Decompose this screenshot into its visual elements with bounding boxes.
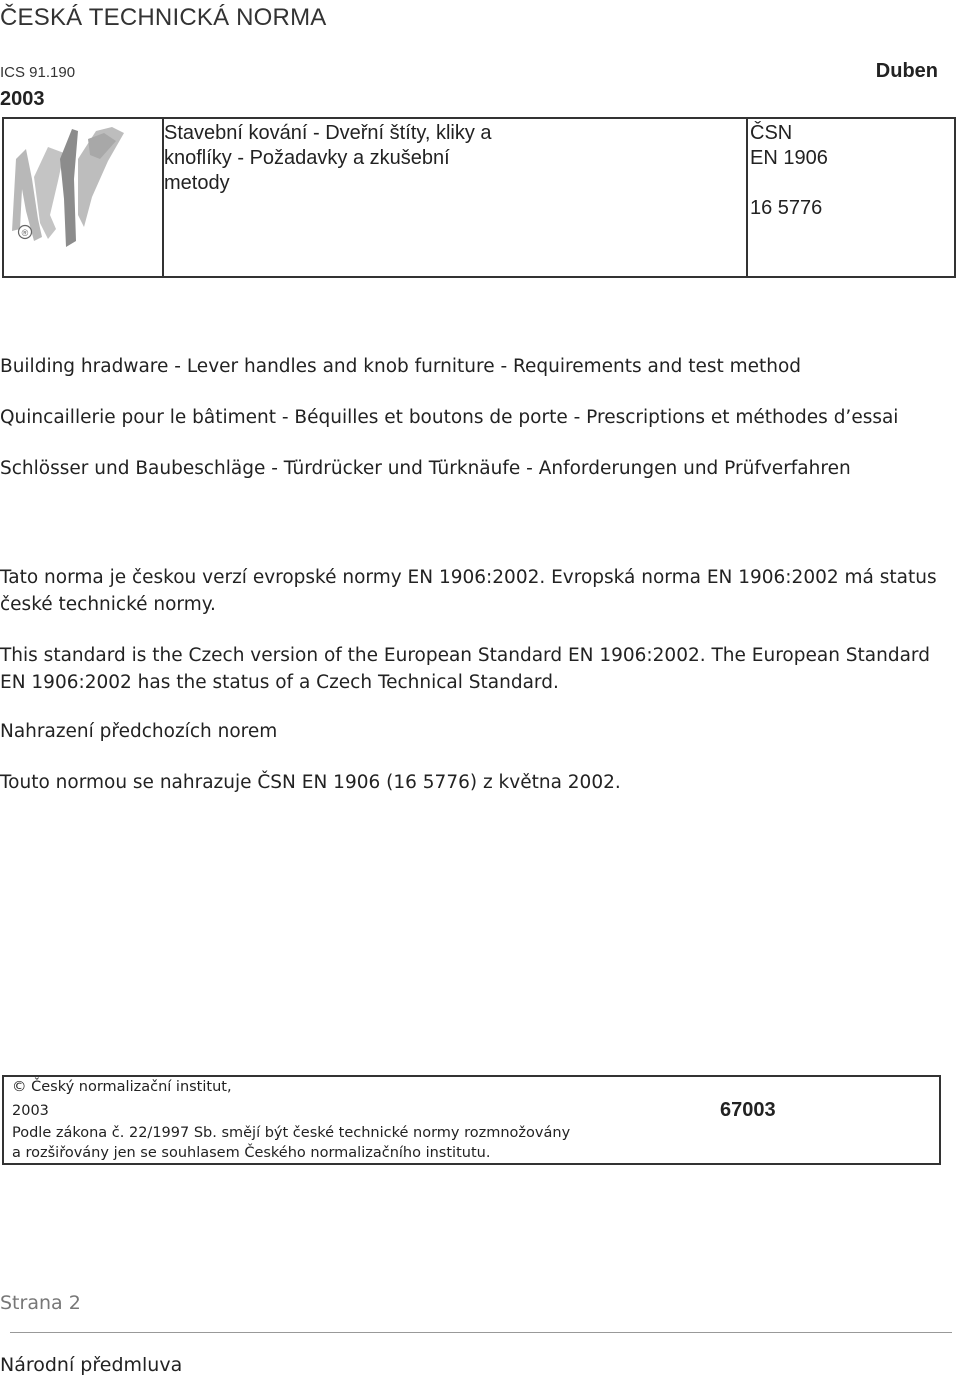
- standard-title-cz: Stavební kování - Dveřní štíty, kliky a knoflíky - Požadavky a zkušební metody: [164, 122, 492, 194]
- copyright-year: 2003: [12, 1103, 49, 1119]
- title-block: [2, 117, 956, 278]
- replacement-text: Touto normou se nahrazuje ČSN EN 1906 (16 5776) z května 2002.: [0, 772, 621, 793]
- cni-logo-icon: [4, 119, 160, 276]
- statement-en: This standard is the Czech version of the European Standard EN 1906:2002. The European Standard EN 1906:2002 has the status of a Czech Technical Standard.: [0, 645, 930, 693]
- copyright-notice-line1: Podle zákona č. 22/1997 Sb. smějí být české technické normy rozmnožovány: [12, 1125, 571, 1141]
- class-number: 16 5776: [750, 197, 823, 219]
- csn-label: ČSN: [750, 122, 793, 144]
- section-heading: Národní předmluva: [0, 1354, 183, 1376]
- title-cell: [164, 119, 748, 276]
- title-english: Building hradware - Lever handles and knob furniture - Requirements and test method: [0, 356, 802, 377]
- copyright-box: [2, 1075, 941, 1165]
- logo-cell: [4, 119, 164, 276]
- divider: [10, 1332, 952, 1333]
- publication-year: 2003: [0, 88, 45, 110]
- designation-cell: [748, 119, 954, 276]
- statement-cz: Tato norma je českou verzí evropské normy EN 1906:2002. Evropská norma EN 1906:2002 má status české technické normy.: [0, 567, 937, 615]
- copyright-holder: © Český normalizační institut,: [12, 1079, 232, 1095]
- publication-month: Duben: [875, 60, 938, 82]
- en-designation: EN 1906: [750, 147, 828, 169]
- registered-mark: ®: [21, 228, 29, 238]
- document-type-heading: ČESKÁ TECHNICKÁ NORMA: [0, 4, 327, 31]
- title-french: Quincaillerie pour le bâtiment - Béquilles et boutons de porte - Prescriptions et méthodes d’essai: [0, 407, 899, 428]
- copyright-notice-line2: a rozšiřovány jen se souhlasem Českého normalizačního institutu.: [12, 1145, 491, 1161]
- title-german: Schlösser und Baubeschläge - Türdrücker und Türknäufe - Anforderungen und Prüfverfahren: [0, 458, 851, 479]
- catalog-code: 67003: [720, 1099, 776, 1121]
- ics-code: ICS 91.190: [0, 64, 76, 81]
- replacement-heading: Nahrazení předchozích norem: [0, 721, 278, 742]
- page-number: Strana 2: [0, 1292, 81, 1314]
